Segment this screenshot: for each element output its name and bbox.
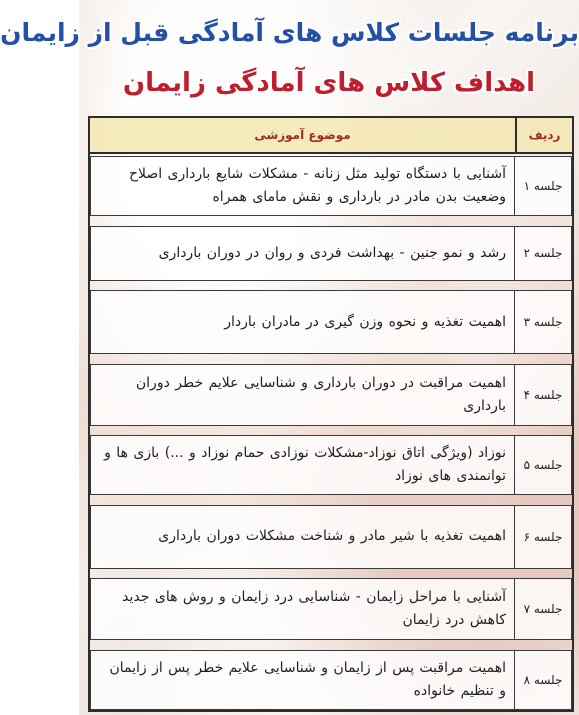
table-row bbox=[90, 364, 572, 426]
header-number: ردیف bbox=[515, 118, 572, 152]
page-subtitle: اهداف کلاس های آمادگی زایمان bbox=[122, 68, 536, 98]
table-row bbox=[90, 226, 572, 281]
table-row bbox=[90, 290, 572, 354]
table-body bbox=[90, 154, 572, 710]
session-topic-text: آشنایی با مراحل زایمان - شناسایی درد زایمان و روش های جدید کاهش درد زایمان bbox=[122, 589, 506, 629]
session-topic bbox=[90, 505, 515, 569]
session-number: جلسه ۳ bbox=[515, 290, 572, 354]
session-number: جلسه ۴ bbox=[515, 364, 572, 426]
session-topic bbox=[90, 578, 515, 640]
session-topic-text: اهمیت تغذیه با شیر مادر و شناخت مشکلات دوران بارداری bbox=[158, 528, 506, 545]
session-topic-text: آشنایی با دستگاه تولید مثل زنانه - مشکلات شایع بارداری اصلاح وضعیت بدن مادر در بارداری و نقش مامای همراه bbox=[128, 166, 506, 205]
table-row bbox=[90, 505, 572, 569]
table-row bbox=[90, 156, 572, 216]
session-number: جلسه ۲ bbox=[515, 226, 572, 281]
session-number: جلسه ۱ bbox=[515, 156, 572, 216]
table-row bbox=[90, 435, 572, 495]
session-topic-text: نوزاد (ویژگی اتاق نوزاد-مشکلات نوزادی حمام نوزاد و ...) بازی ها و توانمندی های نوزاد bbox=[104, 445, 506, 485]
table-header bbox=[90, 118, 572, 154]
session-topic-text: رشد و نمو جنین - بهداشت فردی و روان در دوران بارداری bbox=[158, 244, 506, 261]
table-row bbox=[90, 650, 572, 710]
session-topic-text: اهمیت تغذیه و نحوه وزن گیری در مادران باردار bbox=[224, 313, 506, 330]
session-topic bbox=[90, 364, 515, 426]
session-topic bbox=[90, 435, 515, 495]
session-topic bbox=[90, 226, 515, 281]
session-number: جلسه ۸ bbox=[515, 650, 572, 710]
sessions-table bbox=[88, 116, 574, 712]
table-row bbox=[90, 578, 572, 640]
header-topic: موضوع آموزشی bbox=[90, 118, 515, 152]
session-number: جلسه ۶ bbox=[515, 505, 572, 569]
session-topic-text: اهمیت مراقبت در دوران بارداری و شناسایی علایم خطر دوران بارداری bbox=[135, 374, 506, 414]
session-topic bbox=[90, 156, 515, 216]
session-topic-text: اهمیت مراقبت پس از زایمان و شناسایی علایم خطر پس از زایمان و تنظیم خانواده bbox=[109, 659, 506, 699]
session-number: جلسه ۷ bbox=[515, 578, 572, 640]
session-topic bbox=[90, 290, 515, 354]
page-title: برنامه جلسات کلاس های آمادگی قبل از زایمان bbox=[0, 18, 579, 47]
session-topic bbox=[90, 650, 515, 710]
session-number: جلسه ۵ bbox=[515, 435, 572, 495]
